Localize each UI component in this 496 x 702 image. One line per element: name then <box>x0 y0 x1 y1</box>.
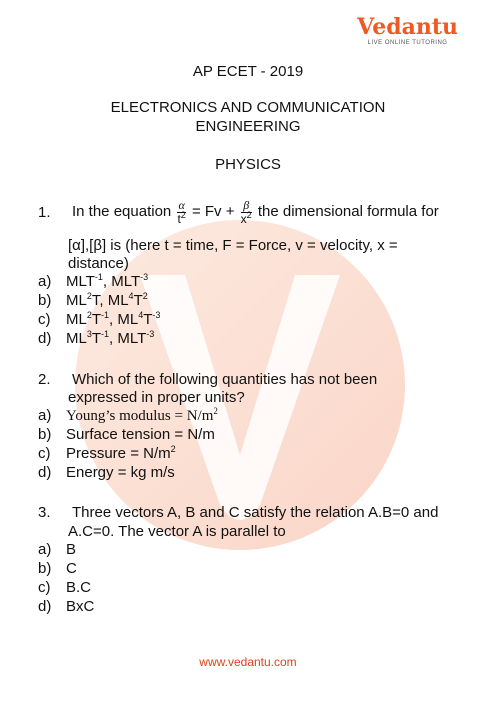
question-1-line1 <box>72 194 472 230</box>
option-d <box>38 598 94 616</box>
frac-den: x <box>240 211 247 226</box>
exam-title: AP ECET - 2019 <box>192 63 304 80</box>
logo-tagline: LIVE ONLINE TUTORING <box>367 40 448 46</box>
question-2-line1: Which of the following quantities has not been <box>72 371 378 388</box>
option-a: a) $MLT^{-1}$, $MLT^{-3}$ <box>38 272 149 290</box>
question-1-line2: [α],[β] is (here t = time, F = Force, v = velocity, x = <box>68 237 398 254</box>
option-key: d) <box>38 330 52 347</box>
frac-num: α <box>178 197 185 212</box>
option-c <box>38 579 91 597</box>
option-text: BxC <box>66 598 95 615</box>
subject-title: PHYSICS <box>215 156 281 173</box>
option-text: Surface tension = N/m <box>66 426 215 443</box>
option-key: a) <box>38 407 52 424</box>
q1-post: the dimensional formula for <box>257 203 439 220</box>
option-a: a) Young’s modulus = $N/m^2$ <box>38 406 218 424</box>
q1-mid: = Fv + <box>191 203 235 220</box>
option-key: a) <box>38 541 52 558</box>
option-c: c) $ML^2T^{-1}$, $ML^4T^{-3}$ <box>38 310 161 328</box>
fraction-beta: $\frac{\beta}{x^2}$ <box>240 197 252 226</box>
fraction-alpha: $\frac{\alpha}{t^2}$ <box>177 197 186 226</box>
question-3-line2: A.C=0. The vector A is parallel to <box>68 523 286 540</box>
footer-url[interactable]: www.vedantu.com <box>199 655 297 669</box>
option-key: d) <box>38 464 52 481</box>
option-key: c) <box>38 311 51 328</box>
frac-den: t <box>177 211 181 226</box>
option-text: B.C <box>66 579 92 596</box>
frac-num: β <box>241 199 252 213</box>
option-b: b) $ML^2T$, $ML^4T^2$ <box>38 291 148 309</box>
question-number: 1. <box>38 204 51 221</box>
option-c: c) Pressure = $N/m^2$ <box>38 444 176 462</box>
question-number: 3. <box>38 504 51 521</box>
option-text: Energy = kg m/s <box>66 464 175 481</box>
option-a <box>38 541 76 559</box>
option-text: C <box>66 560 77 577</box>
option-b <box>38 426 215 444</box>
option-d <box>38 464 175 482</box>
option-key: c) <box>38 445 51 462</box>
branch-title-line1: ELECTRONICS AND COMMUNICATION <box>110 99 386 116</box>
option-key: b) <box>38 426 52 443</box>
option-key: a) <box>38 273 52 290</box>
question-2-line2: expressed in proper units? <box>68 389 245 406</box>
branch-title-line2: ENGINEERING <box>195 118 301 135</box>
question-1-line3: distance) <box>68 255 129 272</box>
option-b <box>38 560 77 578</box>
option-key: c) <box>38 579 51 596</box>
q1-pre: In the equation <box>72 203 172 220</box>
option-text: B <box>66 541 77 558</box>
option-key: b) <box>38 292 52 309</box>
logo-word: Vedantu <box>357 14 458 40</box>
option-key: b) <box>38 560 52 577</box>
question-number: 2. <box>38 371 51 388</box>
option-d: d) $ML^3T^{-1}$, $MLT^{-3}$ <box>38 329 155 347</box>
option-key: d) <box>38 598 52 615</box>
vedantu-logo <box>357 16 458 46</box>
question-3-line1: Three vectors A, B and C satisfy the relation A.B=0 and <box>72 504 439 521</box>
